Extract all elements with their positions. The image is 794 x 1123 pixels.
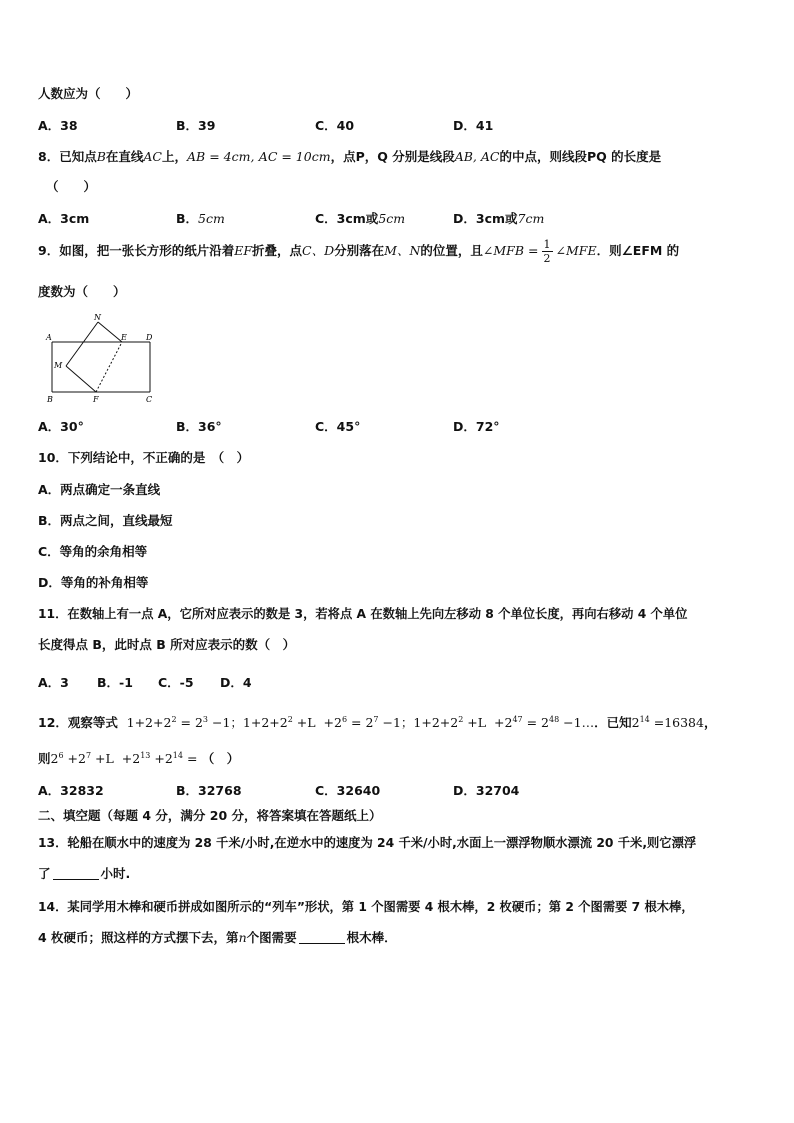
q14-stem-line2: 4 枚硬币；照这样的方式摆下去，第n个图需要 根木棒． (38, 930, 397, 945)
edge-NE (98, 322, 122, 342)
q12-option-d: D．32704 (453, 783, 520, 798)
q8-option-d: D．3cm或7cm (453, 211, 545, 226)
q10-option-c: C．等角的余角相等 (38, 544, 148, 559)
q9-stem: 9．如图，把一张长方形的纸片沿着EF折叠，点C、D分别落在M、N的位置，且∠MFB = $\frac{1}{2}$ ∠MFE．则∠EFM 的 (38, 238, 680, 265)
q8-paren: （ ） (46, 179, 97, 194)
q12-sum-expression: $2^6 +2^7 +L +2^{13} +2^{14}$ = (50, 751, 198, 766)
q10-option-a: A．两点确定一条直线 (38, 482, 161, 497)
q10-option-d: D．等角的补角相等 (38, 575, 149, 590)
q12-equations: $1+2+2^2 = 2^3 -1$；$1+2+2^2 +L +2^6 = 2^7 -1$；$1+2+2^2 +L +2^{47} = 2^{48}$ −1… (126, 715, 595, 730)
q9-stem-line2: 度数为（ ） (38, 284, 126, 299)
label-C: C (146, 395, 153, 404)
q11-stem-line1: 11．在数轴上有一点 A，它所对应表示的数是 3，若将点 A 在数轴上先向左移动 8 个单位长度，再向右移动 4 个单位 (38, 607, 688, 621)
q11-option-c: C．-5 (158, 675, 194, 690)
label-A: A (46, 333, 52, 342)
q8-option-a: A．3cm (38, 211, 90, 226)
label-N: N (94, 313, 101, 322)
label-F: F (93, 395, 99, 404)
q11-option-d: D．4 (220, 675, 252, 690)
q10-option-b: B．两点之间，直线最短 (38, 513, 173, 528)
fold-line-EF (96, 342, 122, 392)
q9-fold-figure (42, 312, 162, 404)
label-B: B (47, 395, 53, 404)
q9-option-d: D．72° (453, 419, 500, 434)
q7-option-b: B．39 (176, 118, 216, 133)
q10-stem: 10．下列结论中，不正确的是 （ ） (38, 450, 250, 465)
label-M: M (54, 361, 63, 370)
edge-MF (66, 366, 96, 392)
q12-option-b: B．32768 (176, 783, 242, 798)
q8-option-c: C．3cm或5cm (315, 211, 406, 226)
section-2-title: 二、填空题（每题 4 分，满分 20 分，将答案填在答题纸上） (38, 808, 382, 823)
q7-option-d: D．41 (453, 118, 494, 133)
label-D: D (146, 333, 153, 342)
q8-option-b: B．5cm (176, 211, 225, 226)
q9-option-b: B．36° (176, 419, 222, 434)
q11-option-a: A．3 (38, 675, 69, 690)
q8-stem: 8．已知点B在直线AC上，AB = 4cm, AC = 10cm，点P，Q 分别是线段AB, AC的中点，则线段PQ 的长度是 (38, 149, 662, 164)
q13-stem-line1: 13．轮船在顺水中的速度为 28 千米/小时,在逆水中的速度为 24 千米/小时,水面上一漂浮物顺水漂流 20 千米,则它漂浮 (38, 836, 697, 850)
q12-option-c: C．32640 (315, 783, 381, 798)
q9-option-c: C．45° (315, 419, 361, 434)
q12-option-a: A．32832 (38, 783, 104, 798)
q12-question: 则$2^6 +2^7 +L +2^{13} +2^{14}$ = （ ） (38, 751, 240, 766)
q9-fraction: $\frac{1}{2}$ (543, 238, 551, 265)
q13-stem-line2: 了 小时. (38, 866, 131, 881)
q7-option-a: A．38 (38, 118, 78, 133)
edge-NM (66, 322, 98, 366)
q12-stem: 12．观察等式 $1+2+2^2 = 2^3 -1$；$1+2+2^2 +L +2^6 = 2^7 -1$；$1+2+2^2 +L +2^{47} = 2^{48}$ −1…．已知$2^{14} =16384$， (38, 715, 717, 730)
q11-option-b: B．-1 (97, 675, 133, 690)
label-E: E (121, 333, 127, 342)
q7-option-c: C．40 (315, 118, 355, 133)
q11-stem-line2: 长度得点 B，此时点 B 所对应表示的数（ ） (38, 637, 296, 652)
q9-option-a: A．30° (38, 419, 84, 434)
q13-answer-blank[interactable] (53, 867, 99, 880)
q14-stem-line1: 14．某同学用木棒和硬币拼成如图所示的“列车”形状，第 1 个图需要 4 根木棒，2 枚硬币；第 2 个图需要 7 根木棒， (38, 900, 694, 914)
q14-answer-blank[interactable] (299, 931, 345, 944)
q12-known-value: $2^{14} =16384$ (631, 715, 704, 730)
q7-continuation: 人数应为（ ） (38, 86, 139, 101)
